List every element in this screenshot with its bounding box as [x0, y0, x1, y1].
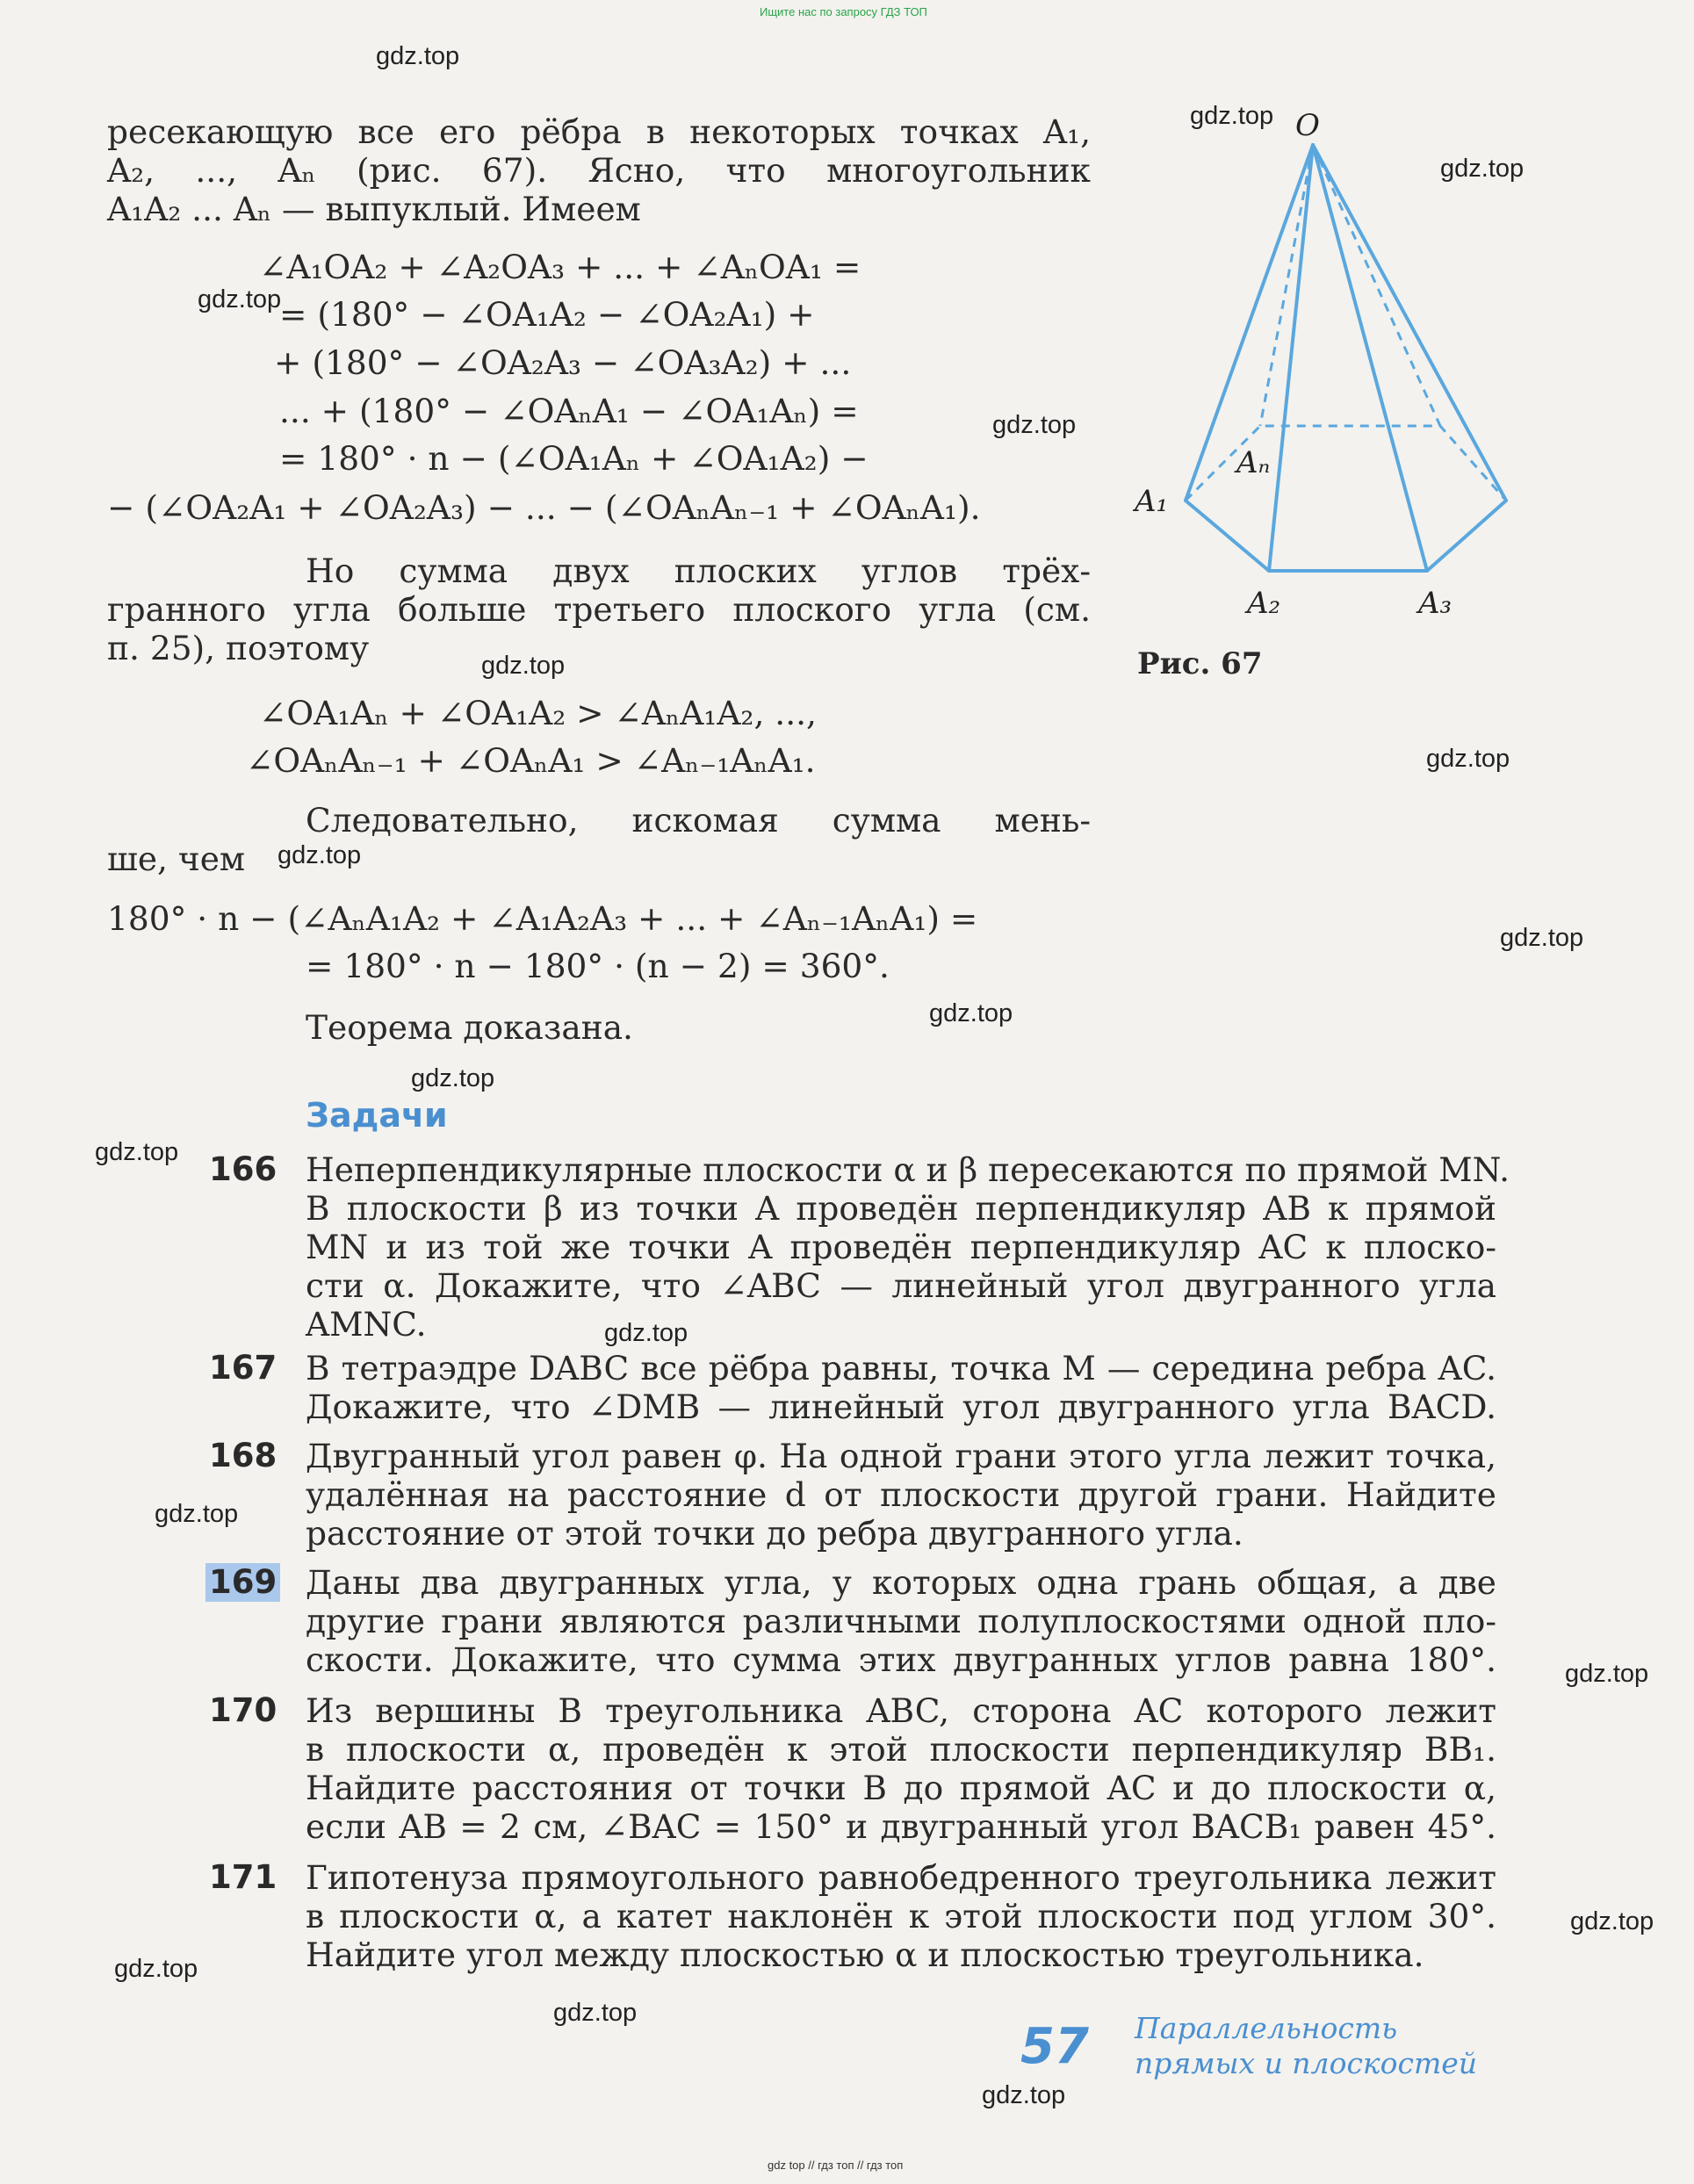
formula-line: = (180° − ∠OA₁A₂ − ∠OA₂A₁) + — [279, 295, 815, 334]
watermark: gdz.top — [411, 1064, 495, 1092]
problem-line: Найдите расстояния от точки B до прямой AC и до плоскости α, — [306, 1769, 1496, 1807]
formula-line: − (∠OA₂A₁ + ∠OA₂A₃) − ... − (∠OAₙAₙ₋₁ + ∠OAₙA₁). — [107, 488, 981, 527]
site-footer-note: gdz top // гдз топ // гдз топ — [768, 2159, 904, 2172]
problem-line: Найдите угол между плоскостью α и плоскостью треугольника. — [306, 1935, 1424, 1974]
problem-line: в плоскости α, проведён к этой плоскости перпендикуляр BB₁. — [306, 1730, 1496, 1769]
problem-line: в плоскости α, а катет наклонён к этой плоскости под углом 30°. — [306, 1897, 1496, 1935]
watermark: gdz.top — [604, 1319, 688, 1347]
problem-line: Докажите, что ∠DMB — линейный угол двугранного угла BACD. — [306, 1388, 1496, 1426]
formula-line: ∠A₁OA₂ + ∠A₂OA₃ + ... + ∠AₙOA₁ = — [259, 248, 861, 286]
watermark: gdz.top — [155, 1500, 239, 1528]
formula-line: 180° · n − (∠AₙA₁A₂ + ∠A₁A₂A₃ + ... + ∠Aₙ₋₁AₙA₁) = — [107, 899, 978, 938]
problem-number: 168 — [209, 1437, 278, 1474]
formula-line: ∠OAₙAₙ₋₁ + ∠OAₙA₁ > ∠Aₙ₋₁AₙA₁. — [246, 741, 816, 780]
problem-line: AMNC. — [306, 1305, 427, 1344]
watermark: gdz.top — [1565, 1660, 1649, 1688]
problem-number: 171 — [209, 1858, 278, 1896]
label-a1: A₁ — [1135, 484, 1169, 519]
text-line: Теорема доказана. — [306, 1008, 633, 1047]
text-line: ше, чем — [107, 840, 246, 878]
watermark: gdz.top — [1500, 924, 1584, 952]
pyramid-figure — [1133, 105, 1528, 650]
text-line: Но сумма двух плоских углов трёх- — [306, 551, 1091, 590]
problem-line: удалённая на расстояние d от плоскости другой грани. Найдите — [306, 1475, 1496, 1514]
label-an: Aₙ — [1236, 445, 1271, 480]
figure-caption: Рис. 67 — [1137, 646, 1263, 681]
site-search-note: Ищите нас по запросу ГДЗ ТОП — [760, 5, 927, 18]
problem-line: другие грани являются различными полуплоскостями одной пло- — [306, 1602, 1496, 1640]
running-title-line-2: прямых и плоскостей — [1135, 2046, 1478, 2080]
section-heading: Задачи — [306, 1096, 448, 1135]
watermark: gdz.top — [278, 841, 362, 869]
problem-number: 166 — [209, 1150, 278, 1188]
running-title-line-1: Параллельность — [1135, 2011, 1398, 2045]
base-back-hidden — [1186, 426, 1506, 501]
formula-line: = 180° · n − 180° · (n − 2) = 360°. — [306, 947, 890, 985]
watermark: gdz.top — [198, 285, 282, 314]
watermark: gdz.top — [982, 2081, 1066, 2109]
problem-line: Двугранный угол равен φ. На одной грани этого угла лежит точка, — [306, 1437, 1496, 1475]
watermark: gdz.top — [992, 411, 1077, 439]
label-a3: A₃ — [1418, 586, 1453, 621]
watermark: gdz.top — [114, 1955, 198, 1983]
watermark: gdz.top — [1440, 155, 1525, 183]
problem-line: В тетраэдре DABC все рёбра равны, точка M — середина ребра AC. — [306, 1349, 1496, 1388]
text-line: гранного угла больше третьего плоского угла (см. — [107, 590, 1091, 629]
formula-line: + (180° − ∠OA₂A₃ − ∠OA₃A₂) + ... — [274, 343, 852, 382]
problem-number: 167 — [209, 1349, 278, 1387]
problem-line: Гипотенуза прямоугольного равнобедренного треугольника лежит — [306, 1858, 1496, 1897]
formula-line: ∠OA₁Aₙ + ∠OA₁A₂ > ∠AₙA₁A₂, ..., — [259, 694, 817, 732]
edge-oa3 — [1313, 145, 1427, 571]
text-line: п. 25), поэтому — [107, 629, 370, 667]
label-o: O — [1295, 108, 1320, 143]
text-line: A₁A₂ ... Aₙ — выпуклый. Имеем — [107, 190, 641, 228]
watermark: gdz.top — [553, 1999, 638, 2027]
watermark: gdz.top — [481, 652, 566, 680]
problem-number: 170 — [209, 1691, 278, 1729]
text-line: Следовательно, искомая сумма мень- — [306, 801, 1091, 840]
watermark: gdz.top — [1570, 1907, 1654, 1935]
problem-line: Даны два двугранных угла, у которых одна грань общая, а две — [306, 1563, 1496, 1602]
edge-oa4 — [1313, 145, 1506, 501]
text-line: ресекающую все его рёбра в некоторых точках A₁, — [107, 112, 1091, 151]
watermark: gdz.top — [1426, 745, 1510, 773]
watermark: gdz.top — [929, 999, 1013, 1027]
problem-line: скости. Докажите, что сумма этих двугранных углов равна 180°. — [306, 1640, 1496, 1679]
base-front — [1186, 501, 1506, 571]
problem-line: Неперпендикулярные плоскости α и β пересекаются по прямой MN. — [306, 1150, 1510, 1189]
watermark: gdz.top — [1190, 102, 1274, 130]
problem-line: MN и из той же точки A проведён перпендикуляр AC к плоско- — [306, 1228, 1496, 1266]
problem-line: если AB = 2 см, ∠BAC = 150° и двугранный угол BACB₁ равен 45°. — [306, 1807, 1496, 1846]
watermark: gdz.top — [376, 42, 460, 70]
text-line: A₂, ..., Aₙ (рис. 67). Ясно, что многоугольник — [107, 151, 1091, 190]
formula-line: = 180° · n − (∠OA₁Aₙ + ∠OA₁A₂) − — [279, 439, 869, 478]
problem-number-highlighted: 169 — [205, 1563, 280, 1602]
label-a2: A₂ — [1247, 586, 1281, 621]
problem-line: В плоскости β из точки A проведён перпендикуляр AB к прямой — [306, 1189, 1496, 1228]
watermark: gdz.top — [95, 1138, 179, 1166]
formula-line: ... + (180° − ∠OAₙA₁ − ∠OA₁Aₙ) = — [279, 392, 859, 430]
page-number: 57 — [1020, 2018, 1089, 2075]
problem-line: расстояние от этой точки до ребра двугранного угла. — [306, 1514, 1243, 1553]
problem-line: сти α. Докажите, что ∠ABC — линейный угол двугранного угла — [306, 1266, 1496, 1305]
problem-line: Из вершины B треугольника ABC, сторона AC которого лежит — [306, 1691, 1496, 1730]
